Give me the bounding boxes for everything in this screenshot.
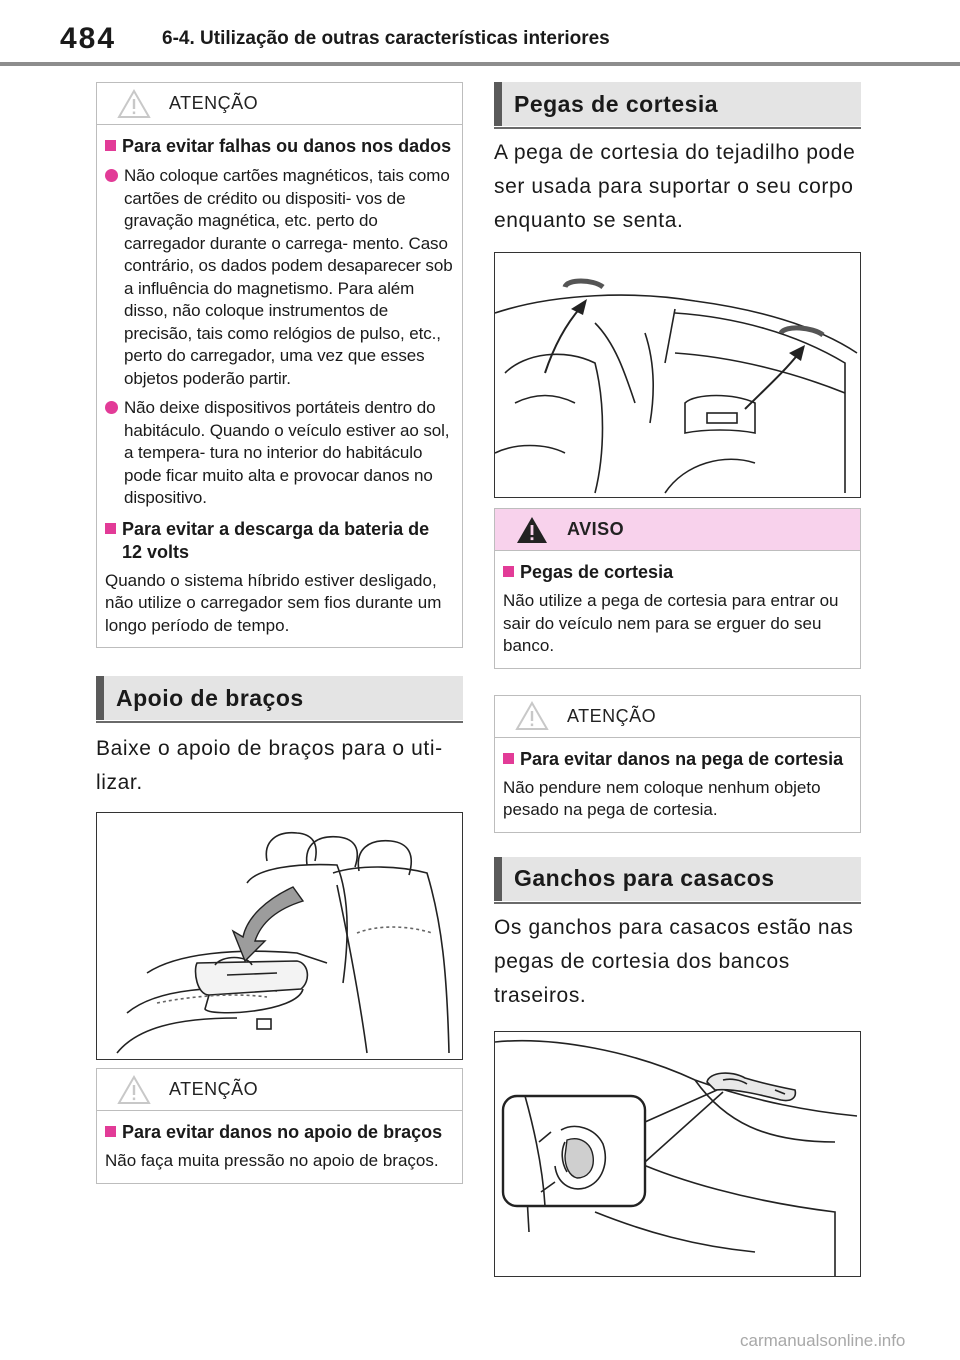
caution-bullet: Não coloque cartões magnéticos, tais como cartões de crédito ou dispositi- vos de gravação magnética, etc. perto do carregador durante o carrega- mento. Caso contrário, os dados podem desaparecer sob a influência do magnetismo. Para além disso, não coloque instrumentos de precisão, tais como relógios de pulso, etc., perto do carregador, uma vez que esses objetos poderão partir. [105,165,454,390]
armrest-illustration [96,812,463,1060]
caution-header [495,696,860,738]
right-column [494,82,861,1277]
assist-grip-text: A pega de cortesia do tejadilho pode ser usada para suportar o seu corpo enquanto se senta. [494,141,856,232]
watermark: carmanualsonline.info [740,1331,906,1350]
caution-box-armrest [96,1068,463,1184]
fold-down-arrow-icon [233,887,303,961]
caution-triangle-icon [117,1075,151,1105]
header-rule [0,62,960,66]
caution-triangle-icon [117,89,151,119]
page-number: 484 [60,22,117,55]
square-bullet-icon [105,1126,116,1137]
square-bullet-icon [503,566,514,577]
warning-title: AVISO [567,519,625,539]
caution-title: ATENÇÃO [169,1079,259,1099]
caution-title: ATENÇÃO [567,705,657,726]
caution-header [97,83,462,125]
caution-subheading: Para evitar falhas ou danos nos dados [105,135,454,158]
warning-subheading: Pegas de cortesia [503,561,852,584]
caution-title: ATENÇÃO [169,93,259,113]
page-header [0,0,960,68]
armrest-text: Baixe o apoio de braços para o uti- lizar. [96,737,443,794]
caution-paragraph: Não faça muita pressão no apoio de braços. [105,1151,439,1170]
section-heading-assist-grip: Pegas de cortesia [494,82,861,126]
assist-grip-illustration [494,252,861,498]
left-column [96,82,463,1184]
section-heading-coat-hooks: Ganchos para casacos [494,857,861,901]
round-bullet-icon [105,401,118,414]
caution-box-data [96,82,463,648]
caution-subheading: Para evitar danos na pega de cortesia [503,748,852,771]
warning-header [495,509,860,551]
chapter-title: 6-4. Utilização de outras características interiores [162,28,610,49]
caution-paragraph: Não pendure nem coloque nenhum objeto pesado na pega de cortesia. [503,777,821,819]
square-bullet-icon [105,523,116,534]
warning-triangle-icon [515,515,549,545]
coat-hook-illustration [494,1031,861,1277]
square-bullet-icon [503,753,514,764]
caution-bullet: Não deixe dispositivos portáteis dentro do habitáculo. Quando o veículo estiver ao sol, a tempera- tura no interior do habitáculo pode ficar muito alta e provocar danos no dispositivo. [105,397,454,510]
coat-hooks-text: Os ganchos para casacos estão nas pegas de cortesia dos bancos traseiros. [494,915,854,1007]
warning-box [494,508,861,669]
caution-paragraph: Quando o sistema híbrido estiver desligado, não utilize o carregador sem fios durante um longo período de tempo. [105,570,442,635]
caution-subheading: Para evitar danos no apoio de braços [105,1121,454,1144]
warning-paragraph: Não utilize a pega de cortesia para entrar ou sair do veículo nem para se erguer do seu banco. [503,591,839,655]
caution-header [97,1069,462,1111]
caution-box-grip [494,695,861,833]
caution-subheading: Para evitar a descarga da bateria de 12 volts [105,518,454,564]
square-bullet-icon [105,140,116,151]
caution-triangle-icon [515,701,549,731]
round-bullet-icon [105,169,118,182]
section-heading-armrest: Apoio de braços [96,676,463,720]
